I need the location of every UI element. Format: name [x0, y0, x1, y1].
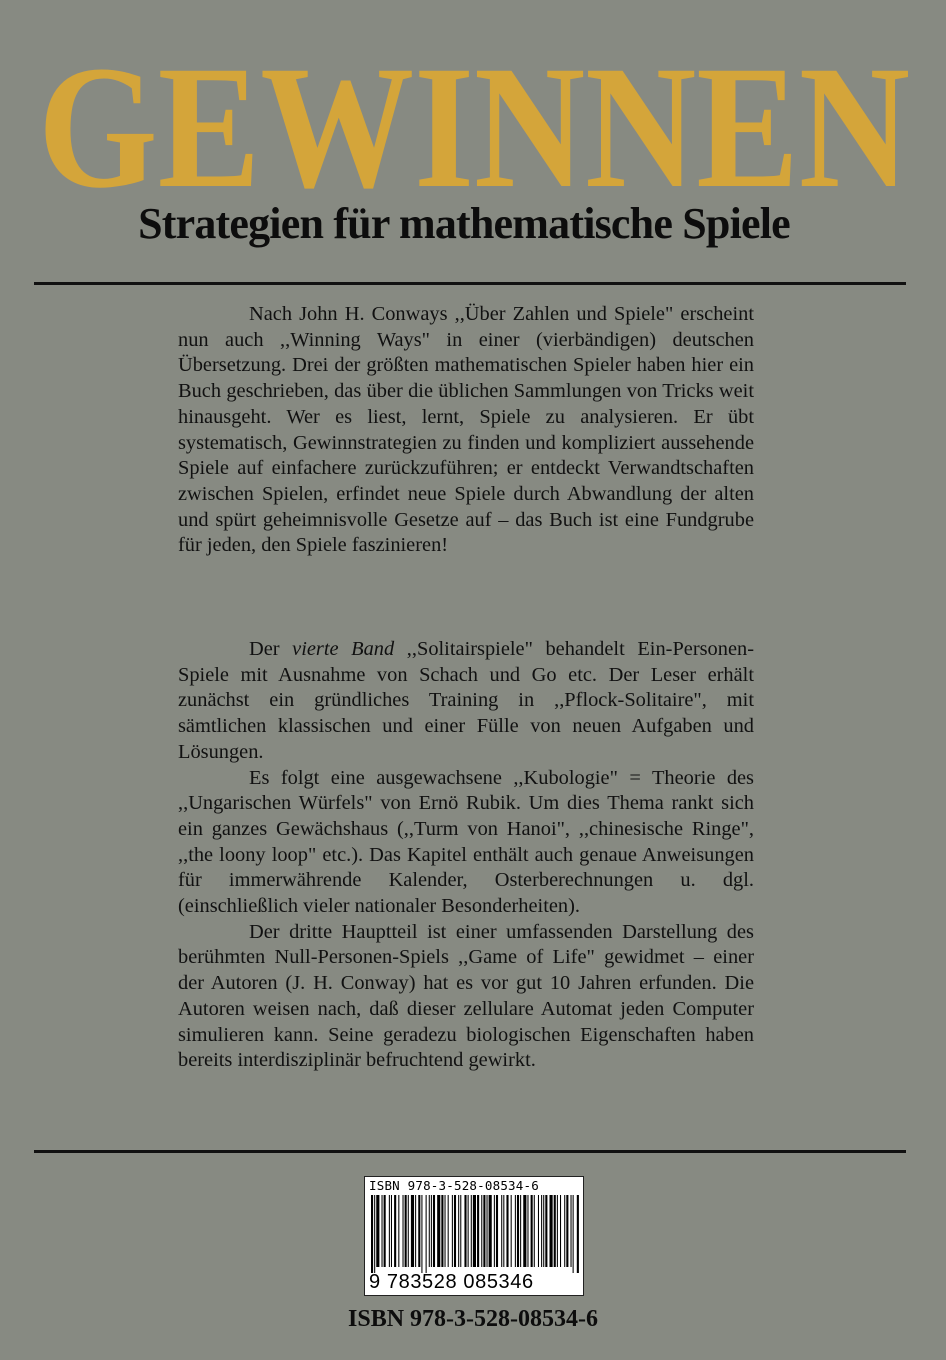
barcode-bar: [433, 1195, 435, 1267]
barcode-bar: [398, 1195, 399, 1267]
barcode-bar: [371, 1195, 373, 1273]
barcode-bar: [564, 1195, 565, 1267]
blurb-intro-paragraph: Nach John H. Conways ,,Über Zahlen und Spiele" erscheint nun auch ,,Winning Ways" in einer (vierbändigen) deutschen Übersetzung. Drei der größten mathematischen Spieler haben hier ein Buch geschrieben, das über die üblichen Sammlungen von Tricks weit hinausgeht. Wer es liest, lernt, Spiele zu analysieren. Er übt systematisch, Gewinnstrategien zu finden und kompliziert aussehende Spiele auf einfachere zurückzuführen; er entdeckt Verwandtschaften zwischen Spielen, erfindet neue Spiele durch Abwandlung der alten und spürt geheimnisvolle Gesetze auf – das Buch ist eine Fundgrube für jeden, den Spiele faszinieren!: [178, 303, 754, 557]
barcode-bar: [557, 1195, 558, 1267]
barcode-bars: [371, 1195, 579, 1273]
volume-para-italic: vierte Band: [292, 638, 395, 660]
barcode-bar: [477, 1195, 479, 1267]
barcode-bar: [473, 1195, 476, 1267]
barcode-bar: [566, 1195, 568, 1267]
barcode-bar: [431, 1195, 432, 1267]
blurb-volume-paragraph: [178, 637, 754, 766]
title-text: GEWINNEN: [38, 58, 910, 208]
title-artwork: [34, 58, 914, 208]
blurb-game-of-life-paragraph: Der dritte Hauptteil ist einer umfassenden Darstellung des berühmten Null-Personen-Spiels ,,Game of Life" gewidmet – einer der Autoren (J. H. Conway) hat es vor gut 10 Jahren erfunden. Die Autoren weisen nach, daß dieser zellulare Automat jeden Computer simulieren kann. Seine geradezu biologischen Eigenschaften haben bereits interdisziplinär befruchtend gewirkt.: [178, 920, 754, 1072]
barcode-bar: [538, 1195, 539, 1267]
barcode-bar: [503, 1195, 504, 1267]
barcode-digits: 9 783528 085346: [369, 1271, 534, 1293]
blurb-volume-block: [178, 637, 754, 1074]
barcode-bar: [384, 1195, 386, 1267]
barcode-bar: [426, 1195, 427, 1273]
barcode-bar: [523, 1195, 526, 1267]
barcode-bar: [376, 1195, 379, 1267]
barcode-bar: [550, 1195, 553, 1267]
footer-isbn: ISBN 978-3-528-08534-6: [348, 1306, 598, 1332]
barcode-bar: [511, 1195, 512, 1267]
barcode-bar: [448, 1195, 449, 1267]
barcode-bar: [405, 1195, 407, 1267]
barcode-bar: [437, 1195, 440, 1267]
bottom-divider: [34, 1150, 906, 1153]
barcode-bar: [527, 1195, 528, 1267]
volume-para-rest: ,,Solitairspiele" behandelt Ein-Personen-Spiele mit Ausnahme von Schach und Go etc. Der Leser erhält zunächst ein gründliches Training in ,,Pflock-Solitaire", mit sämtlichen klassischen und einer Fülle von neuen Aufgaben und Lösungen.: [178, 638, 754, 763]
barcode-bar: [454, 1195, 456, 1267]
barcode-bar: [494, 1195, 495, 1267]
barcode-bar: [421, 1195, 422, 1273]
barcode-bar: [481, 1195, 482, 1267]
blurb-intro-block: [178, 302, 754, 559]
barcode-bar: [452, 1195, 453, 1267]
barcode-bar: [441, 1195, 443, 1267]
barcode-bar: [415, 1195, 416, 1267]
top-divider: [34, 282, 906, 285]
blurb-kubologie-paragraph: Es folgt eine ausgewachsene ,,Kubologie" = Theorie des ,,Ungarischen Würfels" von Ernö Rubik. Um dies Thema rankt sich ein ganzes Gewächshaus (,,Turm von Hanoi", ,,chinesische Ringe", ,,the loony loop" etc.). Das Kapitel enthält auch genaue Anweisungen für immerwährende Kalender, Osterberechnungen u. dgl. (einschließlich vieler nationaler Besonderheiten).: [178, 766, 754, 918]
barcode-bar: [389, 1195, 390, 1267]
barcode-bar: [541, 1195, 542, 1267]
barcode-bar: [460, 1195, 461, 1267]
book-subtitle: Strategien für mathematische Spiele: [138, 199, 790, 248]
barcode-bar: [489, 1195, 492, 1267]
barcode-bar: [374, 1195, 375, 1273]
barcode-bar: [573, 1195, 574, 1273]
barcode-bar: [501, 1195, 502, 1267]
barcode-bar: [577, 1195, 579, 1273]
barcode-bar: [506, 1195, 508, 1267]
barcode-bar: [408, 1195, 409, 1267]
barcode-bar: [391, 1195, 392, 1267]
barcode-bar: [458, 1195, 459, 1267]
barcode-bar: [403, 1195, 404, 1267]
barcode-bar: [534, 1195, 535, 1267]
barcode-bar: [429, 1195, 430, 1267]
barcode-bar: [496, 1195, 498, 1267]
barcode-isbn-label: ISBN 978-3-528-08534-6: [369, 1178, 539, 1193]
barcode-bar: [411, 1195, 414, 1267]
barcode-bar: [545, 1195, 547, 1267]
barcode-bar: [487, 1195, 488, 1267]
barcode-bar: [517, 1195, 519, 1267]
volume-para-start: Der: [249, 638, 293, 660]
barcode-bar: [571, 1195, 572, 1267]
barcode-bar: [515, 1195, 516, 1267]
barcode-bar: [445, 1195, 446, 1267]
barcode-bar: [554, 1195, 556, 1267]
barcode-bar: [471, 1195, 472, 1267]
barcode-bar: [520, 1195, 521, 1267]
barcode-bar: [382, 1195, 383, 1267]
barcode-bar: [531, 1195, 533, 1267]
barcode-bar: [464, 1195, 466, 1267]
barcode-bar: [560, 1195, 561, 1267]
barcode-bar: [394, 1195, 396, 1267]
barcode-bar: [543, 1195, 544, 1267]
barcode-bar: [483, 1195, 485, 1267]
book-title: [34, 58, 914, 208]
barcode-bar: [418, 1195, 420, 1267]
isbn-barcode: [364, 1176, 584, 1296]
barcode-bar: [468, 1195, 469, 1267]
